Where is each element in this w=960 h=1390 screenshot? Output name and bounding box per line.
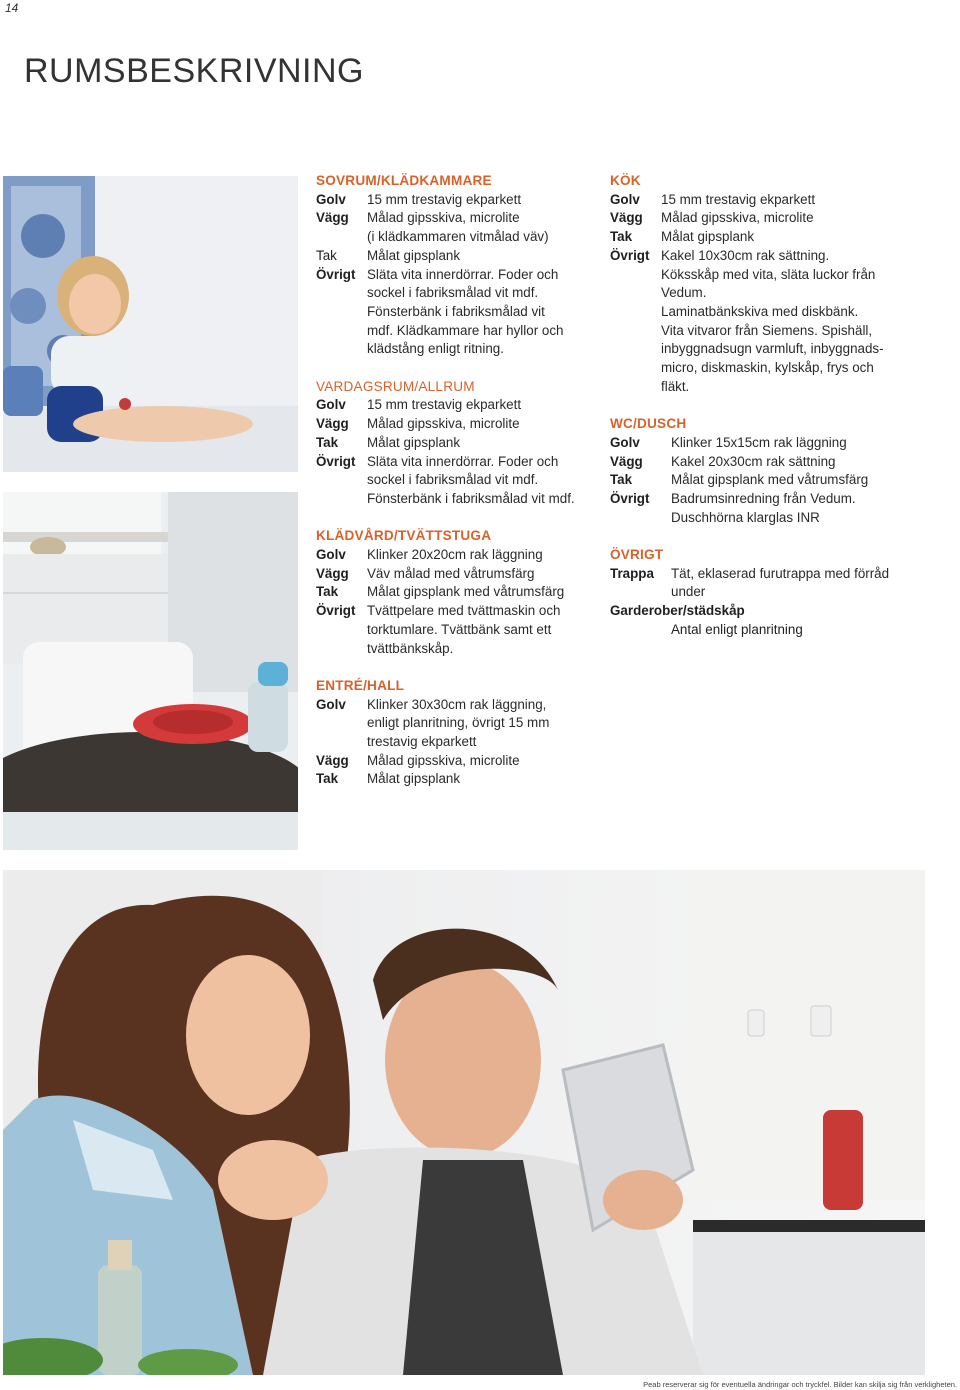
spec-value: Målat gipsplank med våtrumsfärg (671, 472, 869, 488)
spec-value: Målad gipsskiva, microlite (367, 752, 520, 768)
spec-value: Badrumsinredning från Vedum. Duschhörna klarglas INR (671, 490, 856, 525)
section-sovrum (316, 172, 601, 359)
spec-row (316, 583, 601, 602)
spec-label: Övrigt (610, 490, 650, 506)
spec-row (316, 546, 601, 565)
section-ovrigt (610, 546, 940, 640)
section-heading: KLÄDVÅRD/TVÄTTSTUGA (316, 528, 492, 544)
spec-value: Målad gipsskiva, microlite (i klädkammaren vitmålad väv) (367, 210, 549, 245)
spec-label: Övrigt (316, 266, 356, 282)
spec-row (610, 434, 940, 453)
spec-label: Golv (316, 696, 346, 712)
spec-label: Golv (316, 397, 346, 413)
section-heading: WC/DUSCH (610, 416, 687, 432)
spec-row (610, 228, 940, 247)
photo-kitchen-table (3, 492, 298, 850)
spec-label: Tak (316, 434, 339, 450)
spec-label: Vägg (316, 416, 349, 432)
spec-value: Målat gipsplank (367, 771, 461, 787)
section-heading: SOVRUM/KLÄDKAMMARE (316, 173, 492, 188)
spec-value: Kakel 20x30cm rak sättning (671, 453, 836, 469)
spec-value: Klinker 15x15cm rak läggning (671, 434, 847, 450)
spec-row (610, 191, 940, 210)
spec-label: Golv (610, 434, 640, 450)
spec-label: Tak (610, 472, 633, 488)
spec-row (610, 565, 940, 602)
footer-disclaimer: Peab reserverar sig för eventuella ändringar och tryckfel. Bilder kan skilja sig från verkligheten. (643, 1380, 957, 1389)
page-number: 14 (5, 1, 19, 15)
right-column (610, 172, 940, 658)
spec-label: Tak (316, 584, 339, 600)
spec-value: Tvättpelare med tvättmaskin och torktumlare. Tvättbänk samt ett tvättbänkskåp. (367, 603, 561, 656)
spec-row (316, 752, 601, 771)
spec-value: Målad gipsskiva, microlite (367, 416, 520, 432)
spec-value: Väv målad med våtrumsfärg (367, 565, 535, 581)
spec-label: Vägg (316, 210, 349, 226)
spec-label: Golv (316, 191, 346, 207)
spec-value: Målat gipsplank (367, 247, 461, 263)
spec-label: Vägg (316, 565, 349, 581)
photo-child-on-bed (3, 176, 298, 472)
spec-row (316, 696, 601, 752)
spec-label: Garderober/städskåp (610, 603, 745, 619)
left-column (316, 172, 601, 808)
spec-row (316, 266, 601, 360)
spec-row (610, 247, 940, 397)
spec-row (316, 191, 601, 210)
spec-value: 15 mm trestavig ekparkett (661, 191, 816, 207)
spec-value: Tät, eklaserad furutrappa med förråd under (671, 565, 890, 600)
spec-row (610, 471, 940, 490)
photo-couple-with-tablet (3, 870, 925, 1375)
spec-row (610, 490, 940, 527)
section-heading: VARDAGSRUM/ALLRUM (316, 378, 475, 394)
section-heading: ÖVRIGT (610, 547, 664, 562)
spec-label: Golv (610, 191, 640, 207)
spec-label: Vägg (610, 453, 643, 469)
spec-label: Övrigt (316, 453, 356, 469)
spec-label: Övrigt (316, 603, 356, 619)
spec-label: Tak (610, 229, 633, 245)
section-heading: ENTRÉ/HALL (316, 677, 405, 693)
spec-value: Släta vita innerdörrar. Foder och sockel i fabriksmålad vit mdf. Fönsterbänk i fabriksmålad vit mdf. (367, 453, 575, 506)
section-wc (610, 415, 940, 527)
section-kok (610, 172, 940, 396)
spec-row (316, 415, 601, 434)
section-heading: KÖK (610, 173, 641, 188)
spec-value: 15 mm trestavig ekparkett (367, 191, 522, 207)
spec-row (610, 453, 940, 472)
page-title: RUMSBESKRIVNING (24, 52, 364, 90)
spec-label: Övrigt (610, 247, 650, 263)
spec-label: Vägg (316, 752, 349, 768)
spec-value: Målat gipsplank med våtrumsfärg (367, 584, 565, 600)
spec-value: Målat gipsplank (367, 434, 461, 450)
spec-label: Golv (316, 546, 346, 562)
spec-row (316, 396, 601, 415)
section-entre (316, 677, 601, 789)
spec-row (316, 434, 601, 453)
spec-value: Målad gipsskiva, microlite (661, 210, 814, 226)
spec-row (316, 247, 601, 266)
spec-value: Klinker 30x30cm rak läggning, enligt planritning, övrigt 15 mm trestavig ekparkett (367, 696, 550, 749)
spec-value: Målat gipsplank (661, 229, 755, 245)
spec-row (316, 453, 601, 509)
spec-value: Släta vita innerdörrar. Foder och sockel i fabriksmålad vit mdf. Fönsterbänk i fabriksmålad vit mdf. Klädkammare har hyllor och klädstång enligt ritning. (367, 266, 564, 357)
spec-row (316, 602, 601, 658)
spec-row (316, 565, 601, 584)
spec-row (316, 770, 601, 789)
section-vardagsrum (316, 378, 601, 509)
spec-value: Kakel 10x30cm rak sättning. Köksskåp med vita, släta luckor från Vedum. Laminatbänkskiva med diskbänk. Vita vitvaror från Siemens. Spishäll, inbyggnadsugn varmluft, inbyggnads- micro, diskmaskin, kylskåp, frys och fläkt. (661, 247, 884, 394)
spec-row (316, 209, 601, 246)
spec-label: Vägg (610, 210, 643, 226)
spec-row (610, 209, 940, 228)
spec-label: Tak (316, 247, 337, 263)
spec-value: Klinker 20x20cm rak läggning (367, 546, 543, 562)
spec-value: 15 mm trestavig ekparkett (367, 397, 522, 413)
section-kladvard (316, 527, 601, 658)
spec-label: Trappa (610, 565, 654, 581)
spec-label: Tak (316, 771, 339, 787)
spec-value: Antal enligt planritning (671, 621, 803, 637)
